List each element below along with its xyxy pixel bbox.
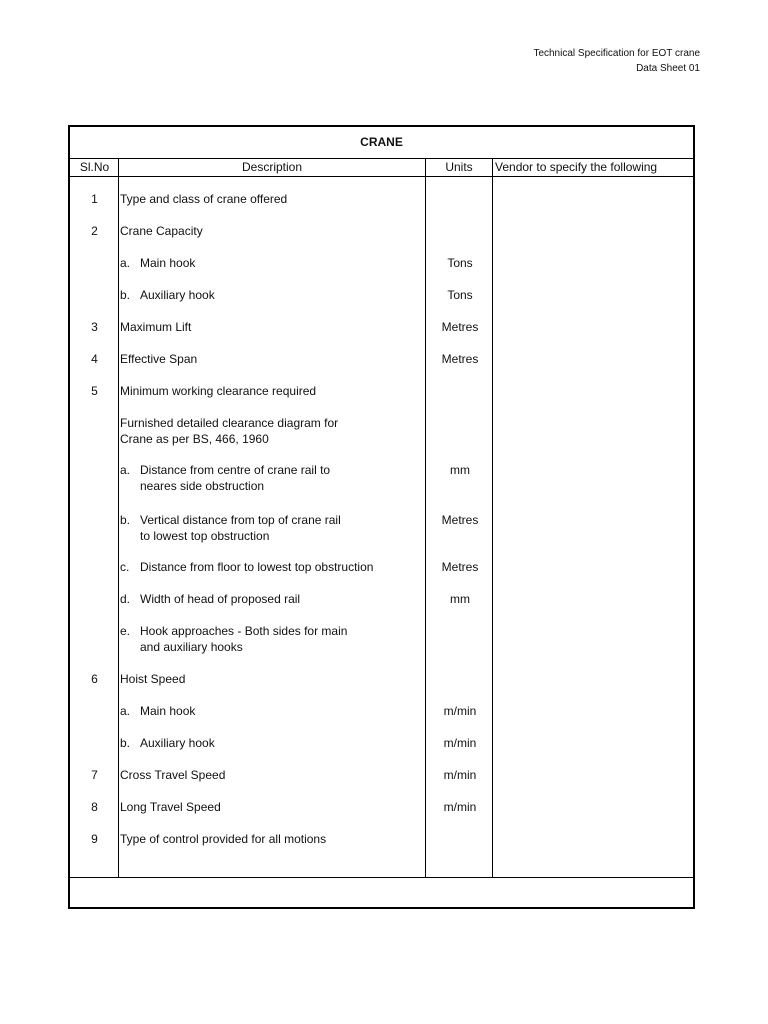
row-description [120,255,420,271]
description-line [120,671,420,687]
row-description [120,623,420,655]
description-text: Maximum Lift [120,320,192,334]
data-sheet-number: Data Sheet 01 [636,63,700,74]
divider [70,877,693,878]
divider [70,176,693,177]
column-header-slno: Sl.No [79,160,110,174]
row-unit: Metres [441,560,479,574]
sub-item-label: b. [120,288,131,302]
row-description [120,671,420,687]
description-text: Furnished detailed clearance diagram for [120,416,339,430]
description-text: Vertical distance from top of crane rail [140,513,341,527]
row-unit: Tons [447,288,473,302]
description-text: Cross Travel Speed [120,768,226,782]
description-line [120,512,420,528]
description-text: Minimum working clearance required [120,384,317,398]
sub-item-label: b. [120,736,131,750]
description-line [120,799,420,815]
description-text: Long Travel Speed [120,800,221,814]
description-text: Main hook [140,256,196,270]
description-line [120,767,420,783]
description-text: Hoist Speed [120,672,186,686]
row-number: 2 [91,224,98,238]
row-description [120,223,420,239]
description-line [120,287,420,303]
description-line [120,255,420,271]
description-text: Auxiliary hook [140,288,215,302]
row-description [120,287,420,303]
description-text: Effective Span [120,352,198,366]
description-continuation: and auxiliary hooks [140,640,243,654]
description-continuation: Crane as per BS, 466, 1960 [120,432,269,446]
column-header-vendor: Vendor to specify the following [495,160,658,174]
row-description [120,735,420,751]
description-text: Type and class of crane offered [120,192,288,206]
description-line [120,191,420,207]
row-unit: m/min [443,704,477,718]
column-divider [425,158,426,877]
row-description [120,415,420,447]
sub-item-label: a. [120,256,131,270]
row-unit: Metres [441,352,479,366]
description-line [120,703,420,719]
row-description [120,591,420,607]
row-number: 4 [91,352,98,366]
description-line [120,319,420,335]
description-line [120,415,420,431]
row-description [120,799,420,815]
row-description [120,512,420,544]
column-header-units: Units [445,160,473,174]
row-description [120,831,420,847]
description-text: Type of control provided for all motions [120,832,327,846]
sub-item-label: d. [120,592,131,606]
description-text: Hook approaches - Both sides for main [140,624,348,638]
sub-item-label: a. [120,704,131,718]
document-header [533,46,700,76]
row-unit: m/min [443,768,477,782]
row-unit: Metres [441,320,479,334]
description-line [120,591,420,607]
sub-item-label: b. [120,513,131,527]
row-number: 5 [91,384,98,398]
description-continuation: neares side obstruction [140,479,265,493]
row-description [120,703,420,719]
row-number: 1 [91,192,98,206]
row-unit: m/min [443,736,477,750]
row-number: 6 [91,672,98,686]
row-description [120,462,420,494]
description-line [120,623,420,639]
divider [70,158,693,159]
description-line [120,559,420,575]
column-header-description: Description [241,160,303,174]
description-text: Distance from centre of crane rail to [140,463,331,477]
table-title: CRANE [360,135,403,149]
description-line [120,735,420,751]
row-unit: Metres [441,513,479,527]
crane-data-sheet [68,125,695,909]
row-unit: mm [450,592,470,606]
description-text: Main hook [140,704,196,718]
row-description [120,767,420,783]
description-line [120,223,420,239]
description-text: Crane Capacity [120,224,203,238]
description-continuation: to lowest top obstruction [140,529,270,543]
row-number: 8 [91,800,98,814]
row-description [120,191,420,207]
row-number: 9 [91,832,98,846]
row-number: 7 [91,768,98,782]
row-unit: Tons [447,256,473,270]
description-line [120,831,420,847]
row-description [120,383,420,399]
description-line [120,383,420,399]
description-line [120,351,420,367]
row-unit: m/min [443,800,477,814]
row-description [120,351,420,367]
description-text: Width of head of proposed rail [140,592,301,606]
description-text: Auxiliary hook [140,736,215,750]
description-text: Distance from floor to lowest top obstruction [140,560,374,574]
sub-item-label: c. [120,560,130,574]
row-description [120,559,420,575]
sub-item-label: e. [120,624,131,638]
row-number: 3 [91,320,98,334]
sub-item-label: a. [120,463,131,477]
row-description [120,319,420,335]
row-unit: mm [450,463,470,477]
description-line [120,462,420,478]
spec-title: Technical Specification for EOT crane [533,48,700,59]
